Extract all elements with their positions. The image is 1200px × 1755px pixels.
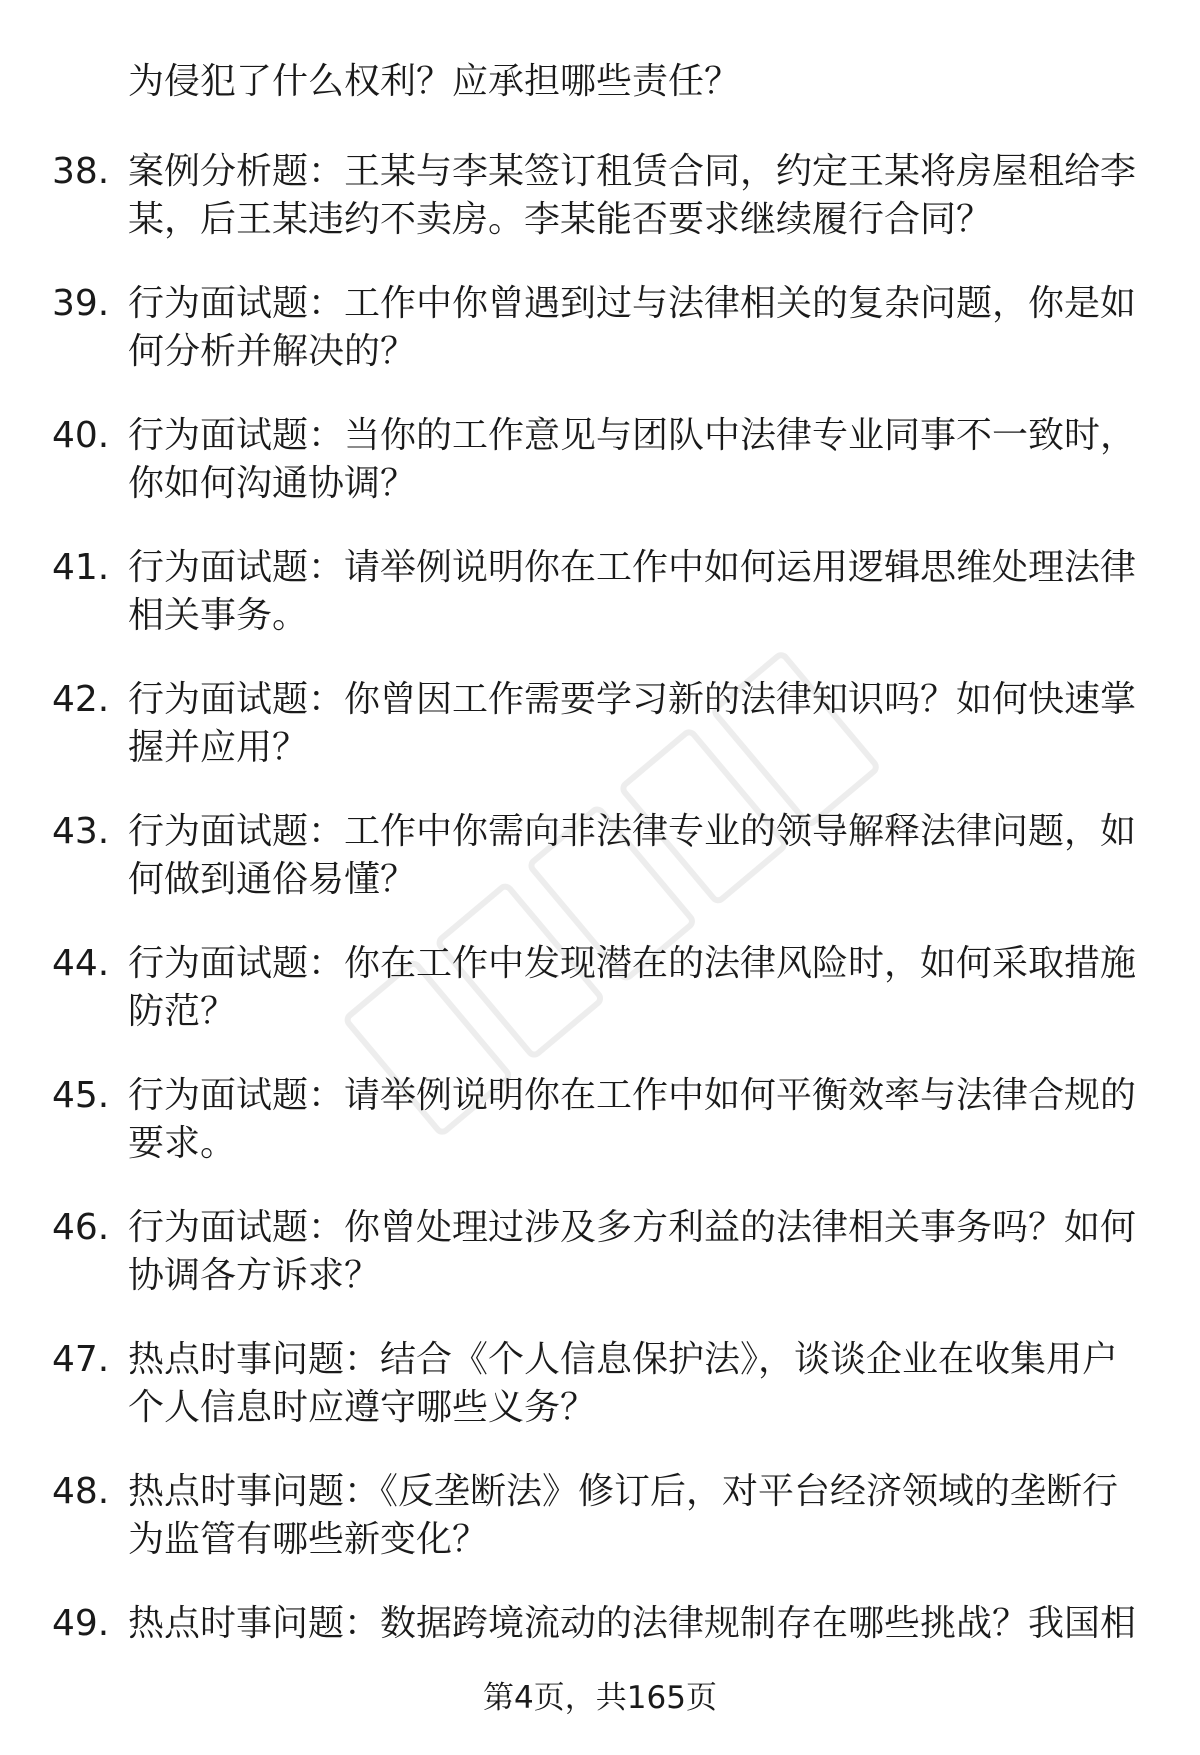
question-item bbox=[0, 808, 1200, 940]
question-line: 何做到通俗易懂？ bbox=[128, 859, 417, 900]
question-line: 握并应用？ bbox=[128, 727, 309, 768]
question-item bbox=[0, 940, 1200, 1072]
question-text bbox=[128, 1204, 1138, 1300]
question-number: 41. bbox=[52, 547, 110, 588]
continued-question-text: 为侵犯了什么权利？应承担哪些责任？ bbox=[128, 61, 741, 102]
question-line: 行为面试题：工作中你曾遇到过与法律相关的复杂问题，你是如 bbox=[128, 283, 1137, 324]
question-item bbox=[0, 676, 1200, 808]
question-item bbox=[0, 280, 1200, 412]
question-text bbox=[128, 412, 1138, 508]
question-text bbox=[128, 544, 1138, 640]
question-line: 行为面试题：当你的工作意见与团队中法律专业同事不一致时， bbox=[128, 415, 1137, 456]
question-line: 要求。 bbox=[128, 1123, 237, 1164]
question-line: 行为面试题：你曾因工作需要学习新的法律知识吗？如何快速掌 bbox=[128, 679, 1137, 720]
question-number: 44. bbox=[52, 943, 110, 984]
question-line: 行为面试题：你在工作中发现潜在的法律风险时，如何采取措施 bbox=[128, 943, 1137, 984]
question-item bbox=[0, 1336, 1200, 1468]
question-line: 相关事务。 bbox=[128, 595, 309, 636]
question-line: 案例分析题：王某与李某签订租赁合同，约定王某将房屋租给李 bbox=[128, 151, 1137, 192]
question-line: 个人信息时应遵守哪些义务？ bbox=[128, 1387, 597, 1428]
question-line: 行为面试题：请举例说明你在工作中如何平衡效率与法律合规的 bbox=[128, 1075, 1137, 1116]
question-text bbox=[128, 148, 1138, 244]
question-number: 45. bbox=[52, 1075, 110, 1116]
question-number: 48. bbox=[52, 1471, 110, 1512]
question-line: 热点时事问题：《反垄断法》修订后，对平台经济领域的垄断行 bbox=[128, 1471, 1119, 1512]
question-list bbox=[0, 148, 1200, 1732]
question-number: 47. bbox=[52, 1339, 110, 1380]
question-line: 行为面试题：工作中你需向非法律专业的领导解释法律问题，如 bbox=[128, 811, 1137, 852]
question-number: 46. bbox=[52, 1207, 110, 1248]
question-item bbox=[0, 1204, 1200, 1336]
question-line: 防范？ bbox=[128, 991, 237, 1032]
question-number: 38. bbox=[52, 151, 110, 192]
page-number-label: 第4页，共165页 bbox=[483, 1680, 717, 1716]
question-line: 你如何沟通协调？ bbox=[128, 463, 417, 504]
question-text bbox=[128, 940, 1138, 1036]
question-line: 热点时事问题：结合《个人信息保护法》，谈谈企业在收集用户 bbox=[128, 1339, 1119, 1380]
question-item bbox=[0, 544, 1200, 676]
question-line: 为监管有哪些新变化？ bbox=[128, 1519, 489, 1560]
question-number: 42. bbox=[52, 679, 110, 720]
question-text bbox=[128, 1600, 1138, 1648]
question-line: 行为面试题：你曾处理过涉及多方利益的法律相关事务吗？如何 bbox=[128, 1207, 1137, 1248]
question-number: 49. bbox=[52, 1603, 110, 1644]
question-text bbox=[128, 1072, 1138, 1168]
question-text bbox=[128, 676, 1138, 772]
question-line: 行为面试题：请举例说明你在工作中如何运用逻辑思维处理法律 bbox=[128, 547, 1137, 588]
question-line: 何分析并解决的？ bbox=[128, 331, 417, 372]
question-line: 热点时事问题：数据跨境流动的法律规制存在哪些挑战？我国相 bbox=[128, 1603, 1137, 1644]
question-number: 43. bbox=[52, 811, 110, 852]
question-text bbox=[128, 808, 1138, 904]
question-item bbox=[0, 1072, 1200, 1204]
question-number: 39. bbox=[52, 283, 110, 324]
page-footer bbox=[0, 1676, 1200, 1720]
question-item bbox=[0, 148, 1200, 280]
question-number: 40. bbox=[52, 415, 110, 456]
question-item bbox=[0, 412, 1200, 544]
question-item bbox=[0, 1468, 1200, 1600]
question-line: 某，后王某违约不卖房。李某能否要求继续履行合同？ bbox=[128, 199, 993, 240]
question-line: 协调各方诉求？ bbox=[128, 1255, 381, 1296]
question-text bbox=[128, 280, 1138, 376]
question-text bbox=[128, 1468, 1138, 1564]
question-text bbox=[128, 1336, 1138, 1432]
